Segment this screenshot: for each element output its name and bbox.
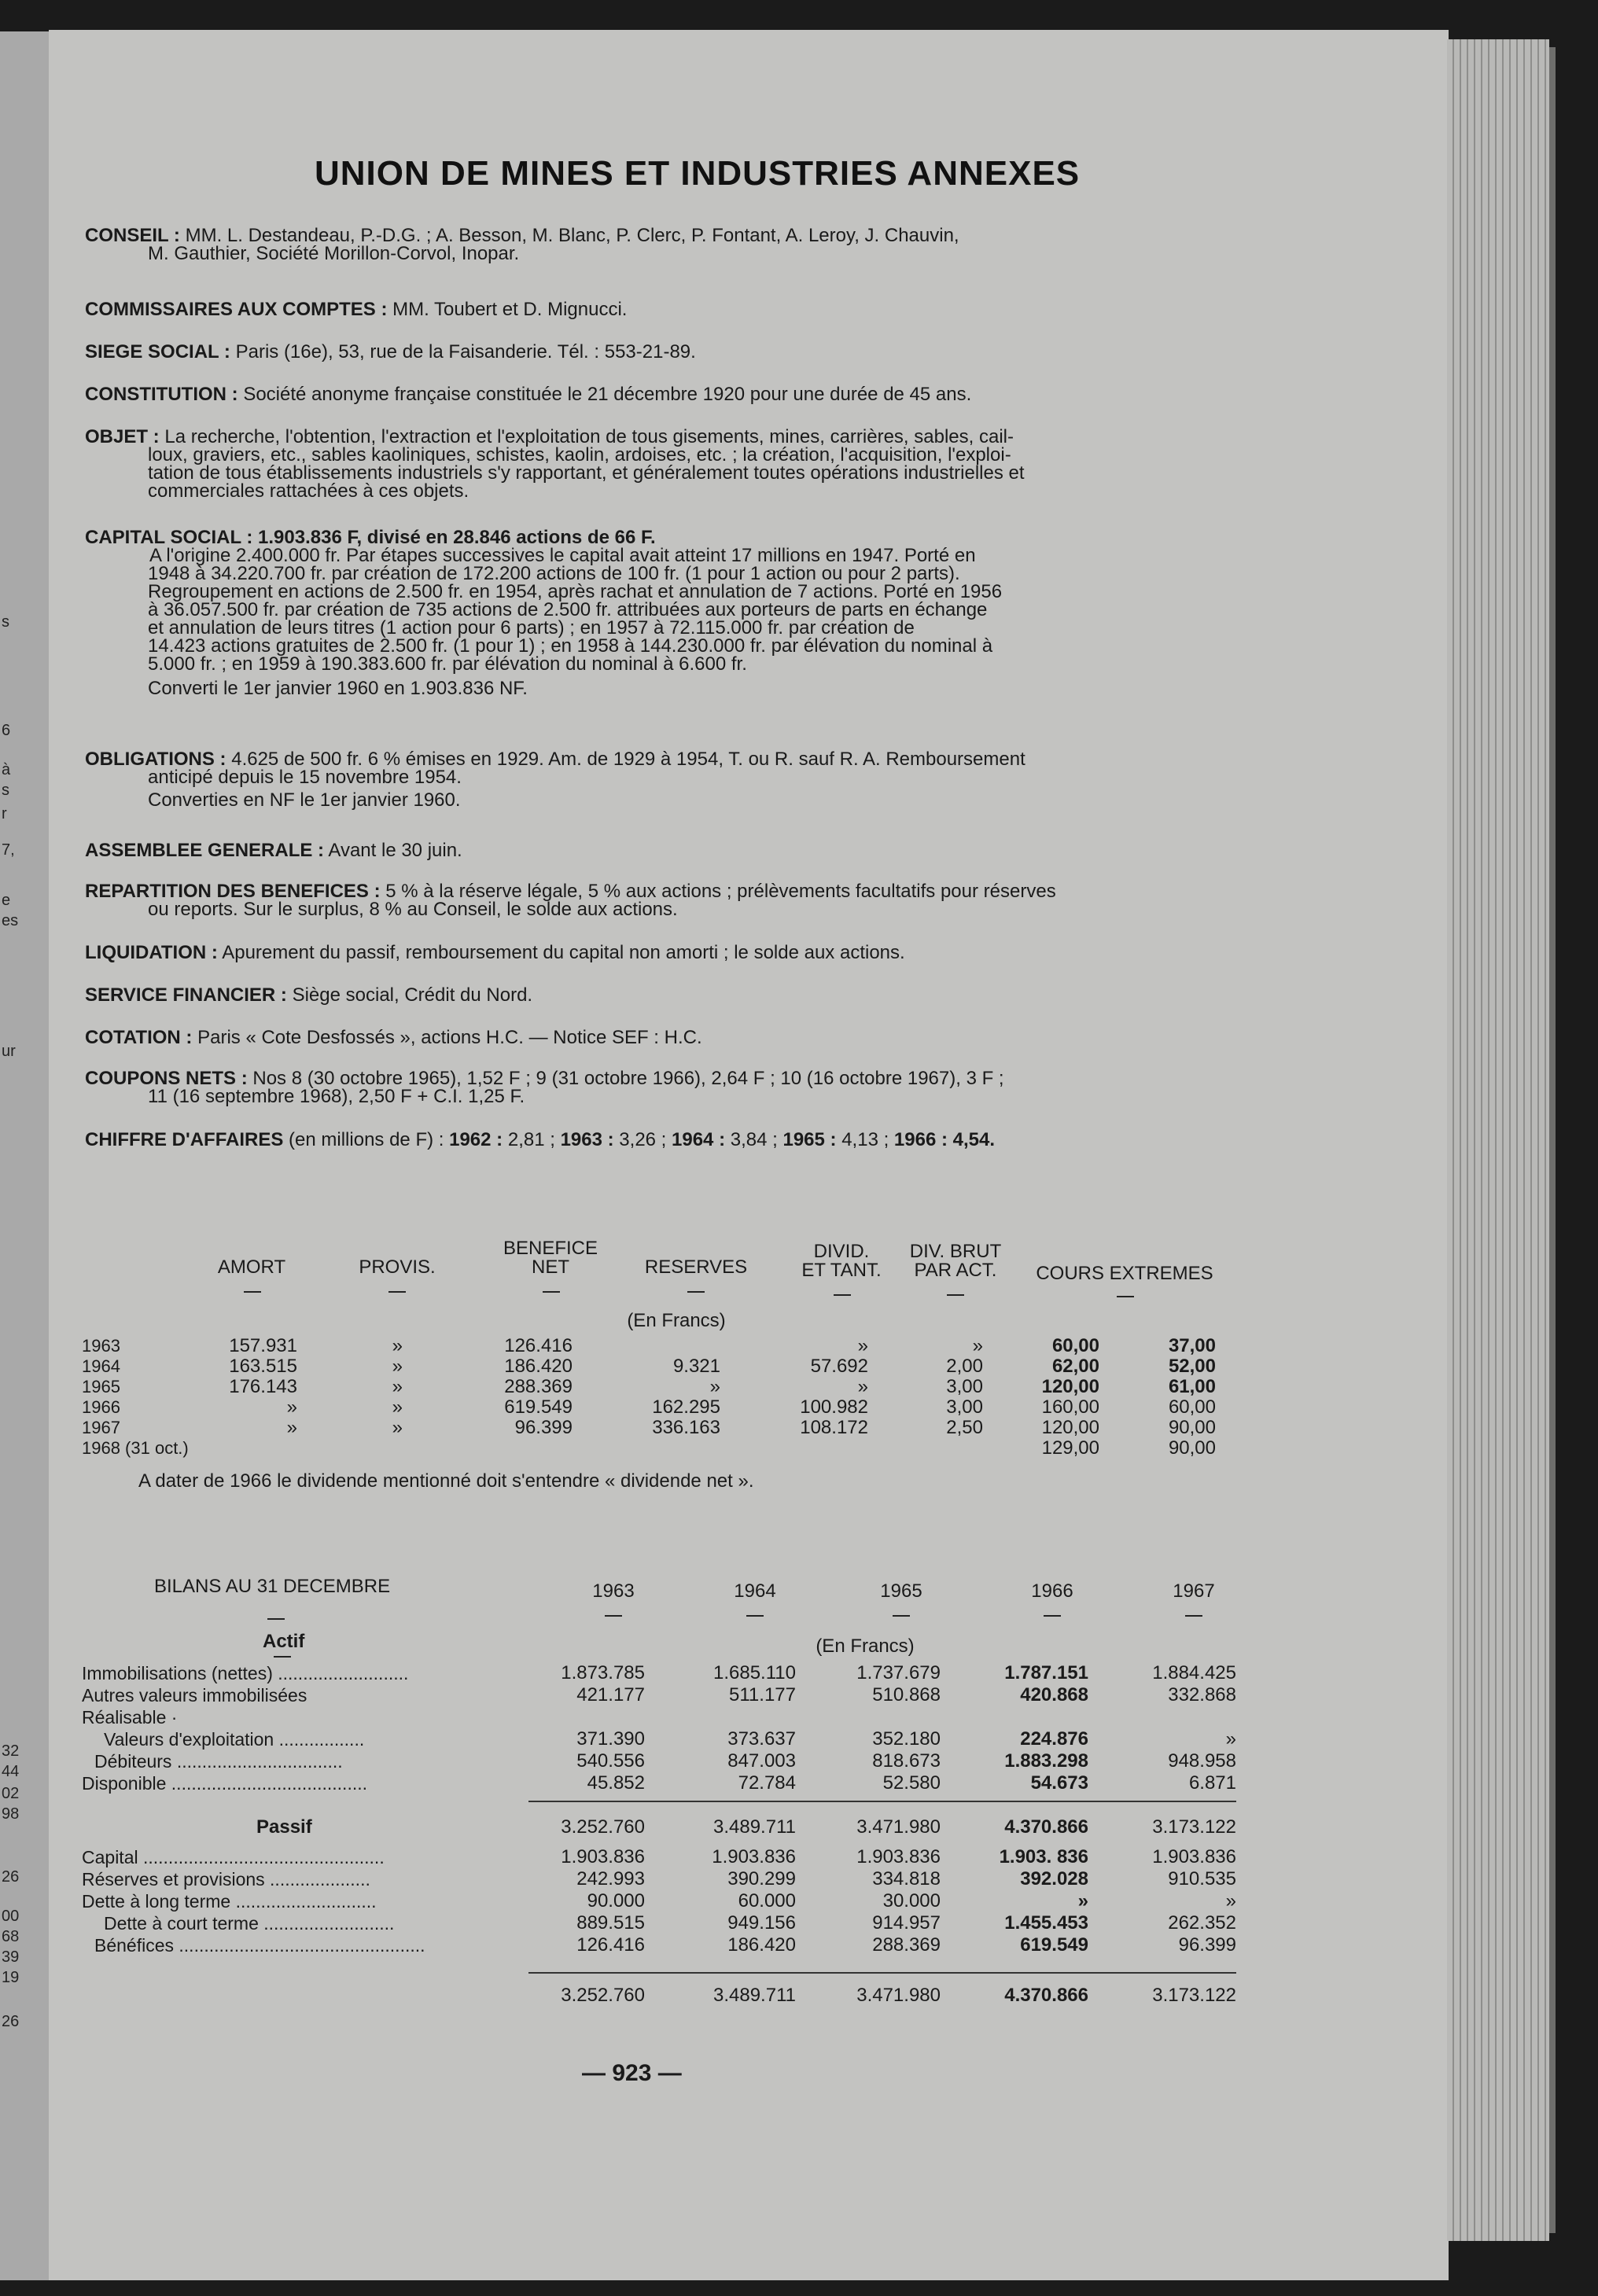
header-dash [1117, 1296, 1134, 1297]
passif-row-value: 242.993 [576, 1868, 645, 1889]
results-cell-amort: 163.515 [229, 1356, 297, 1377]
results-cell-high: 120,00 [1041, 1417, 1099, 1438]
coupons-label: COUPONS NETS : [85, 1068, 248, 1089]
results-cell-divbrut: 2,50 [946, 1417, 983, 1438]
section-obligations [85, 750, 1249, 809]
total-value: 3.489.711 [713, 1816, 796, 1838]
total-value: 3.252.760 [561, 1816, 645, 1838]
total-value: 4.370.866 [1004, 1816, 1088, 1838]
ca-label: CHIFFRE D'AFFAIRES [85, 1129, 284, 1150]
section-commissaires [85, 300, 1249, 318]
passif-row-value: 390.299 [727, 1868, 796, 1889]
results-cell-divbrut: 3,00 [946, 1376, 983, 1397]
bilans-year-header: 1966 [1031, 1580, 1073, 1602]
actif-row-value: 1.737.679 [856, 1662, 941, 1683]
col-header-tant: ET TANT. [801, 1260, 882, 1281]
capital-history-4: à 36.057.500 fr. par création de 735 actions de 2.500 fr. attribuées aux porteurs de parts en échange [148, 599, 988, 620]
actif-row-value: 818.673 [872, 1750, 941, 1772]
passif-row-value: 1.455.453 [1004, 1912, 1088, 1934]
total-value: 3.489.711 [713, 1985, 796, 2006]
bilans-title-dash [267, 1618, 285, 1620]
obligations-label: OBLIGATIONS : [85, 749, 226, 770]
obligations-conversion: Converties en NF le 1er janvier 1960. [148, 789, 461, 811]
results-row-year: 1968 (31 oct.) [82, 1438, 189, 1458]
ca-year: 1963 : [560, 1129, 614, 1150]
actif-row-value: 1.787.151 [1004, 1662, 1088, 1683]
obligations-text-1: 4.625 de 500 fr. 6 % émises en 1929. Am. de 1929 à 1954, T. ou R. sauf R. A. Remboursement [231, 749, 1025, 770]
margin-glyph: 26 [2, 1868, 20, 1886]
passif-row-value: 126.416 [576, 1934, 645, 1956]
capital-head: 1.903.836 F, divisé en 28.846 actions de 66 F. [258, 527, 656, 548]
results-cell-provis: » [392, 1396, 403, 1418]
results-cell-amort: 157.931 [229, 1335, 297, 1356]
commissaires-text: MM. Toubert et D. Mignucci. [392, 299, 628, 320]
section-coupons [85, 1069, 1249, 1106]
ca-value: 4,13 ; [841, 1129, 889, 1150]
bilans-year-dash [1044, 1615, 1061, 1617]
passif-row-value: » [1225, 1890, 1236, 1911]
cotation-label: COTATION : [85, 1027, 193, 1048]
passif-row-value: 1.903.836 [1152, 1846, 1236, 1867]
margin-glyph: e [2, 892, 11, 909]
section-liquidation [85, 944, 1249, 962]
margin-glyph: es [2, 912, 19, 929]
results-cell-divid: » [857, 1335, 868, 1356]
total-value: 3.173.122 [1152, 1816, 1236, 1838]
results-row-year: 1964 [82, 1356, 120, 1376]
margin-glyph: 6 [2, 722, 11, 739]
total-value: 3.252.760 [561, 1985, 645, 2006]
margin-glyph: 00 [2, 1908, 20, 1925]
header-dash [687, 1291, 705, 1293]
passif-row-value: 96.399 [1178, 1934, 1236, 1956]
capital-history-7: 5.000 fr. ; en 1959 à 190.383.600 fr. par élévation du nominal à 6.600 fr. [148, 653, 747, 675]
ca-value: 4,54. [952, 1129, 996, 1150]
ca-value: 3,26 ; [619, 1129, 667, 1150]
passif-row-label: Bénéfices ................................................. [94, 1935, 425, 1956]
service-text: Siège social, Crédit du Nord. [292, 984, 533, 1006]
results-cell-low: 60,00 [1168, 1396, 1216, 1418]
header-dash [244, 1291, 261, 1293]
margin-glyph: ur [2, 1043, 16, 1060]
col-header-provis: PROVIS. [359, 1257, 436, 1278]
actif-row-label: Immobilisations (nettes) .......................... [82, 1663, 409, 1683]
results-cell-provis: » [392, 1417, 403, 1438]
liquidation-label: LIQUIDATION : [85, 942, 218, 963]
ca-unit: (en millions de F) : [289, 1129, 444, 1150]
results-cell-provis: » [392, 1376, 403, 1397]
passif-row-value: 1.903. 836 [999, 1846, 1088, 1867]
service-label: SERVICE FINANCIER : [85, 984, 287, 1006]
actif-row-label: Débiteurs ................................. [94, 1751, 343, 1772]
passif-row-label: Dette à long terme ............................ [82, 1891, 377, 1911]
actif-row-value: 352.180 [872, 1728, 941, 1750]
margin-glyph: 19 [2, 1969, 20, 1986]
passif-row-label: Dette à court terme .......................... [104, 1913, 395, 1934]
passif-row-value: 90.000 [587, 1890, 645, 1911]
capital-conversion: Converti le 1er janvier 1960 en 1.903.836 NF. [148, 678, 528, 699]
capital-history-6: 14.423 actions gratuites de 2.500 fr. (1 pour 1) ; en 1958 à 144.230.000 fr. par élévation du nominal à [148, 635, 993, 657]
passif-row-value: 262.352 [1168, 1912, 1236, 1934]
commissaires-label: COMMISSAIRES AUX COMPTES : [85, 299, 388, 320]
results-cell-divbrut: » [972, 1335, 983, 1356]
actif-row-value: 420.868 [1020, 1684, 1088, 1705]
actif-label: Actif [263, 1631, 305, 1652]
margin-glyph: 39 [2, 1948, 20, 1966]
margin-glyph: 32 [2, 1742, 20, 1760]
actif-row-value: 45.852 [587, 1772, 645, 1794]
results-row-year: 1967 [82, 1418, 120, 1437]
results-cell-low: 90,00 [1168, 1417, 1216, 1438]
col-header-divbrut: DIV. BRUT [909, 1241, 1002, 1262]
results-cell-amort: » [286, 1417, 297, 1438]
repartition-label: REPARTITION DES BENEFICES : [85, 881, 381, 902]
actif-row-value: 52.580 [882, 1772, 941, 1794]
results-cell-benef: 288.369 [504, 1376, 573, 1397]
actif-row-value: 332.868 [1168, 1684, 1236, 1705]
results-cell-divbrut: 3,00 [946, 1396, 983, 1418]
bilans-year-header: 1967 [1173, 1580, 1215, 1602]
ca-year: 1962 : [449, 1129, 503, 1150]
actif-row-value: 6.871 [1188, 1772, 1236, 1794]
passif-total-rule [528, 1972, 1236, 1974]
margin-glyph: 44 [2, 1763, 20, 1780]
section-siege [85, 343, 1249, 361]
col-header-reserves: RESERVES [644, 1257, 748, 1278]
capital-history-1: A l'origine 2.400.000 fr. Par étapes successives le capital avait atteint 17 millions en 1947. Porté en [149, 545, 976, 566]
actif-row-value: 1.685.110 [713, 1662, 796, 1683]
passif-row-value: 1.903.836 [856, 1846, 941, 1867]
header-dash [388, 1291, 406, 1293]
results-cell-amort: 176.143 [229, 1376, 297, 1397]
actif-row-value: 511.177 [729, 1684, 796, 1705]
results-cell-low: 90,00 [1168, 1437, 1216, 1459]
objet-text-1: La recherche, l'obtention, l'extraction et l'exploitation de tous gisements, mines, carrières, sables, cail- [164, 426, 1014, 447]
results-cell-high: 120,00 [1041, 1376, 1099, 1397]
bilans-unit: (En Francs) [816, 1636, 915, 1657]
conseil-text-2: M. Gauthier, Société Morillon-Corvol, Inopar. [148, 243, 520, 264]
bilans-year-dash [1185, 1615, 1202, 1617]
section-cotation [85, 1028, 1249, 1047]
results-cell-benef: 96.399 [514, 1417, 573, 1438]
page-title: UNION DE MINES ET INDUSTRIES ANNEXES [315, 154, 1081, 193]
col-header-net: NET [532, 1257, 569, 1278]
objet-text-2: loux, graviers, etc., sables kaoliniques, schistes, kaolin, ardoises, etc. ; la création, l'acquisition, l'exploi- [148, 444, 1011, 465]
passif-row-value: 288.369 [872, 1934, 941, 1956]
results-row-year: 1965 [82, 1377, 120, 1396]
results-cell-reserves: » [709, 1376, 720, 1397]
col-header-benefice: BENEFICE [503, 1238, 598, 1259]
actif-row-label: Réalisable · [82, 1707, 178, 1728]
margin-glyph: 98 [2, 1805, 20, 1823]
ca-year: 1965 : [782, 1129, 837, 1150]
bilans-year-dash [893, 1615, 910, 1617]
actif-row-value: 847.003 [727, 1750, 796, 1772]
page-number: — 923 — [582, 2060, 682, 2086]
section-objet [85, 428, 1249, 500]
conseil-label: CONSEIL : [85, 225, 180, 246]
constitution-label: CONSTITUTION : [85, 384, 238, 405]
col-header-paract: PAR ACT. [914, 1260, 997, 1281]
margin-glyph: r [2, 805, 7, 822]
margin-glyph: s [2, 782, 9, 799]
section-service [85, 986, 1249, 1004]
conseil-text: MM. L. Destandeau, P.-D.G. ; A. Besson, M. Blanc, P. Clerc, P. Fontant, A. Leroy, J. Chauvin, [185, 225, 959, 246]
assemblee-label: ASSEMBLEE GENERALE : [85, 840, 325, 861]
bilans-title: BILANS AU 31 DECEMBRE [154, 1576, 391, 1597]
passif-row-value: 392.028 [1020, 1868, 1088, 1889]
ca-value: 3,84 ; [730, 1129, 778, 1150]
results-row-year: 1963 [82, 1336, 120, 1356]
total-value: 3.173.122 [1152, 1985, 1236, 2006]
section-capital [85, 528, 1249, 697]
actif-row-value: 421.177 [576, 1684, 645, 1705]
margin-glyph: 02 [2, 1785, 20, 1802]
passif-row-value: 334.818 [872, 1868, 941, 1889]
results-cell-amort: » [286, 1396, 297, 1418]
actif-row-value: 224.876 [1020, 1728, 1088, 1750]
actif-row-value: 72.784 [738, 1772, 796, 1794]
actif-row-value: 54.673 [1030, 1772, 1088, 1794]
actif-row-value: 1.884.425 [1152, 1662, 1236, 1683]
results-cell-benef: 186.420 [504, 1356, 573, 1377]
passif-row-value: 949.156 [727, 1912, 796, 1934]
obligations-text-2: anticipé depuis le 15 novembre 1954. [148, 767, 462, 788]
section-chiffre-affaires [85, 1131, 1249, 1149]
total-value: 4.370.866 [1004, 1985, 1088, 2006]
passif-row-label: Réserves et provisions .................... [82, 1869, 370, 1889]
section-repartition [85, 882, 1249, 918]
results-cell-reserves: 336.163 [652, 1417, 720, 1438]
results-cell-high: 62,00 [1051, 1356, 1099, 1377]
capital-history-2: 1948 à 34.220.700 fr. par création de 172.200 actions de 100 fr. (1 pour 1 action ou pour 2 parts). [148, 563, 960, 584]
passif-row-value: 60.000 [738, 1890, 796, 1911]
results-cell-high: 60,00 [1051, 1335, 1099, 1356]
results-cell-low: 61,00 [1168, 1376, 1216, 1397]
siege-label: SIEGE SOCIAL : [85, 341, 230, 362]
passif-row-value: 186.420 [727, 1934, 796, 1956]
passif-row-value: 1.903.836 [561, 1846, 645, 1867]
results-cell-divbrut: 2,00 [946, 1356, 983, 1377]
results-cell-low: 37,00 [1168, 1335, 1216, 1356]
results-cell-low: 52,00 [1168, 1356, 1216, 1377]
results-cell-divid: » [857, 1376, 868, 1397]
assemblee-text: Avant le 30 juin. [328, 840, 462, 861]
cotation-text: Paris « Cote Desfossés », actions H.C. — Notice SEF : H.C. [197, 1027, 702, 1048]
header-dash [947, 1294, 964, 1296]
margin-glyph: 7, [2, 841, 15, 859]
actif-row-value: 1.873.785 [561, 1662, 645, 1683]
passif-row-value: 910.535 [1168, 1868, 1236, 1889]
results-cell-benef: 126.416 [504, 1335, 573, 1356]
actif-row-value: 948.958 [1168, 1750, 1236, 1772]
results-cell-reserves: 9.321 [672, 1356, 720, 1377]
ca-value: 2,81 ; [507, 1129, 555, 1150]
passif-row-value: 30.000 [882, 1890, 941, 1911]
results-cell-provis: » [392, 1335, 403, 1356]
bilans-year-dash [605, 1615, 622, 1617]
results-cell-provis: » [392, 1356, 403, 1377]
results-unit: (En Francs) [627, 1310, 726, 1331]
section-assemblee [85, 841, 1249, 859]
actif-row-label: Autres valeurs immobilisées [82, 1685, 307, 1705]
header-dash [834, 1294, 851, 1296]
actif-row-value: 373.637 [727, 1728, 796, 1750]
repartition-text-1: 5 % à la réserve légale, 5 % aux actions ; prélèvements facultatifs pour réserves [385, 881, 1056, 902]
actif-row-value: » [1225, 1728, 1236, 1750]
results-cell-divid: 57.692 [810, 1356, 868, 1377]
passif-row-value: 914.957 [872, 1912, 941, 1934]
actif-row-value: 371.390 [576, 1728, 645, 1750]
col-header-cours: COURS EXTREMES [1036, 1263, 1213, 1284]
results-cell-benef: 619.549 [504, 1396, 573, 1418]
bilans-year-header: 1964 [734, 1580, 776, 1602]
actif-row-label: Valeurs d'exploitation ................. [104, 1729, 365, 1750]
margin-glyph: à [2, 761, 11, 778]
capital-history-3: Regroupement en actions de 2.500 fr. en 1954, après rachat et annulation de 7 actions. Porté en 1956 [148, 581, 1003, 602]
bilans-year-dash [746, 1615, 764, 1617]
repartition-text-2: ou reports. Sur le surplus, 8 % au Conseil, le solde aux actions. [148, 899, 678, 920]
actif-row-value: 540.556 [576, 1750, 645, 1772]
results-cell-high: 160,00 [1041, 1396, 1099, 1418]
total-value: 3.471.980 [856, 1816, 941, 1838]
objet-text-3: tation de tous établissements industriels s'y rapportant, et généralement toutes opérations industrielles et [148, 462, 1025, 484]
coupons-text-1: Nos 8 (30 octobre 1965), 1,52 F ; 9 (31 octobre 1966), 2,64 F ; 10 (16 octobre 1967), 3 F ; [252, 1068, 1004, 1089]
total-value: 3.471.980 [856, 1985, 941, 2006]
results-cell-reserves: 162.295 [652, 1396, 720, 1418]
page-edges [1447, 39, 1549, 2241]
results-cell-divid: 108.172 [800, 1417, 868, 1438]
ca-year: 1964 : [672, 1129, 726, 1150]
passif-row-value: 1.903.836 [712, 1846, 796, 1867]
passif-row-label: Capital ................................................ [82, 1847, 385, 1867]
results-cell-high: 129,00 [1041, 1437, 1099, 1459]
margin-glyph: s [2, 613, 9, 631]
passif-label: Passif [256, 1816, 312, 1838]
results-cell-divid: 100.982 [800, 1396, 868, 1418]
actif-total-rule [528, 1801, 1236, 1802]
capital-label: CAPITAL SOCIAL : [85, 527, 253, 548]
margin-glyph: 26 [2, 2013, 20, 2030]
bilans-year-header: 1965 [880, 1580, 922, 1602]
coupons-text-2: 11 (16 septembre 1968), 2,50 F + C.I. 1,25 F. [148, 1086, 525, 1107]
actif-row-value: 510.868 [872, 1684, 941, 1705]
objet-text-4: commerciales rattachées à ces objets. [148, 480, 469, 502]
col-header-amort: AMORT [217, 1257, 286, 1278]
bilans-year-header: 1963 [592, 1580, 635, 1602]
capital-history-5: et annulation de leurs titres (1 action pour 6 parts) ; en 1957 à 72.115.000 fr. par création de [148, 617, 915, 638]
actif-row-value: 1.883.298 [1004, 1750, 1088, 1772]
passif-row-value: » [1077, 1890, 1088, 1911]
siege-text: Paris (16e), 53, rue de la Faisanderie. Tél. : 553-21-89. [235, 341, 696, 362]
col-header-divid: DIVID. [813, 1241, 870, 1262]
passif-row-value: 619.549 [1020, 1934, 1088, 1956]
constitution-text: Société anonyme française constituée le 21 décembre 1920 pour une durée de 45 ans. [243, 384, 972, 405]
header-dash [543, 1291, 560, 1293]
section-conseil [85, 226, 1249, 263]
actif-row-label: Disponible ....................................... [82, 1773, 368, 1794]
section-constitution [85, 385, 1249, 403]
passif-row-value: 889.515 [576, 1912, 645, 1934]
objet-label: OBJET : [85, 426, 160, 447]
liquidation-text: Apurement du passif, remboursement du capital non amorti ; le solde aux actions. [222, 942, 905, 963]
ca-year: 1966 : [893, 1129, 948, 1150]
margin-glyph: 68 [2, 1928, 20, 1945]
page-edges-shadow [1549, 47, 1556, 2233]
dividend-note: A dater de 1966 le dividende mentionné doit s'entendre « dividende net ». [138, 1470, 754, 1492]
actif-dash [274, 1656, 291, 1658]
results-row-year: 1966 [82, 1397, 120, 1417]
